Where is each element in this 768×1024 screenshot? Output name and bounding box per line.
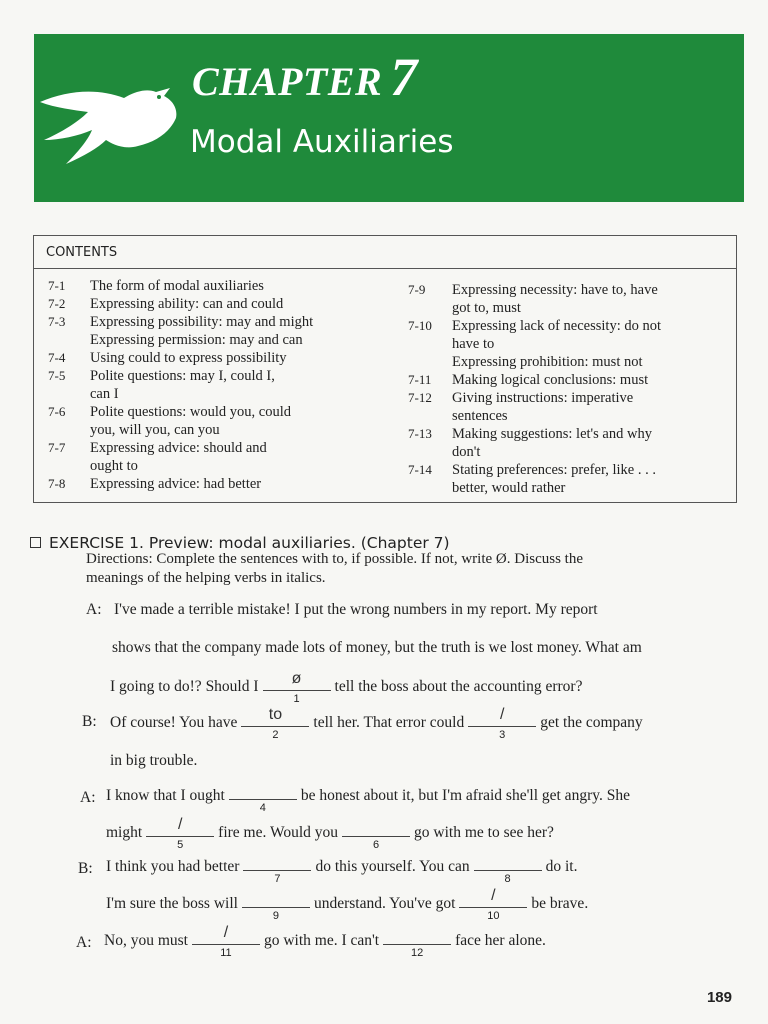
answer-blank[interactable]: / 5 bbox=[146, 822, 214, 837]
exercise-directions: Directions: Complete the sentences with to, if possible. If not, write Ø. Discuss the meanings of the helping verbs in italics. bbox=[86, 551, 583, 586]
page-number: 189 bbox=[706, 989, 732, 1006]
exercise-title: EXERCISE 1. Preview: modal auxiliaries. (Chapter 7) bbox=[30, 534, 450, 552]
answer-blank[interactable]: / 3 bbox=[468, 712, 536, 727]
speaker-label: A: bbox=[76, 934, 92, 951]
answer-blank[interactable]: 6 bbox=[342, 822, 410, 837]
speaker-label: B: bbox=[82, 713, 97, 730]
answer-blank[interactable]: 8 bbox=[474, 856, 542, 871]
dialogue-line: I'm sure the boss will 9 understand. You've got / 10 be brave. bbox=[106, 887, 589, 922]
answer-blank[interactable]: 7 bbox=[243, 856, 311, 871]
answer-blank[interactable]: 4 bbox=[229, 785, 297, 800]
checkbox-icon[interactable] bbox=[30, 537, 41, 548]
dialogue-line: I know that I ought 4 be honest about it, but I'm afraid she'll get angry. She bbox=[106, 787, 630, 814]
answer-blank[interactable]: ø 1 bbox=[263, 676, 331, 691]
dialogue-line: I going to do!? Should I ø 1 tell the boss about the accounting error? bbox=[110, 670, 583, 705]
speaker-label: B: bbox=[78, 860, 93, 877]
dialogue-line: No, you must / 11 go with me. I can't 12 face her alone. bbox=[104, 924, 546, 959]
dialogue-line: I've made a terrible mistake! I put the wrong numbers in my report. My report bbox=[114, 601, 598, 618]
answer-blank[interactable]: / 10 bbox=[459, 893, 527, 908]
answer-blank[interactable]: to 2 bbox=[241, 712, 309, 727]
dialogue-line: in big trouble. bbox=[110, 752, 198, 769]
dialogue-line: I think you had better 7 do this yourself. You can 8 do it. bbox=[106, 858, 578, 885]
contents-box: CONTENTS 7-1 The form of modal auxiliaries 7-2 Expressing ability: can and could 7-3 Expressing possibility: may and might Expressing permission: may and can 7-4 Using could to express possibility 7-5 Polite questions: may I, could I, can I 7-6 Polite questions: would you, could you, will you, can you 7-7 Expressing advice: should and ought to 7-8 Expressing advice: had better 7-9 Expressing necessity: have to, have got to, must 7-10 Expressing lack of necessity: do not have to Expressing prohibition: must not 7-11 Making logical conclusions: must 7-12 Giving instructions: imperative sentences 7-13 Making suggestions: let's and why don't 7-14 Stating preferences: prefer, like . . . better, would rather bbox=[33, 235, 737, 503]
chapter-label: CHAPTER 7 bbox=[192, 47, 418, 107]
answer-blank[interactable]: 12 bbox=[383, 930, 451, 945]
dialogue-line: Of course! You have to 2 tell her. That error could / 3 get the company bbox=[110, 706, 643, 741]
answer-blank[interactable]: / 11 bbox=[192, 930, 260, 945]
dialogue-line: might / 5 fire me. Would you 6 go with me to see her? bbox=[106, 816, 554, 851]
dialogue-line: shows that the company made lots of money, but the truth is we lost money. What am bbox=[112, 639, 642, 656]
answer-blank[interactable]: 9 bbox=[242, 893, 310, 908]
chapter-title: Modal Auxiliaries bbox=[190, 124, 454, 160]
speaker-label: A: bbox=[80, 789, 96, 806]
speaker-label: A: bbox=[86, 601, 102, 618]
swallow-bird-icon bbox=[38, 84, 188, 166]
contents-header: CONTENTS bbox=[34, 236, 736, 269]
